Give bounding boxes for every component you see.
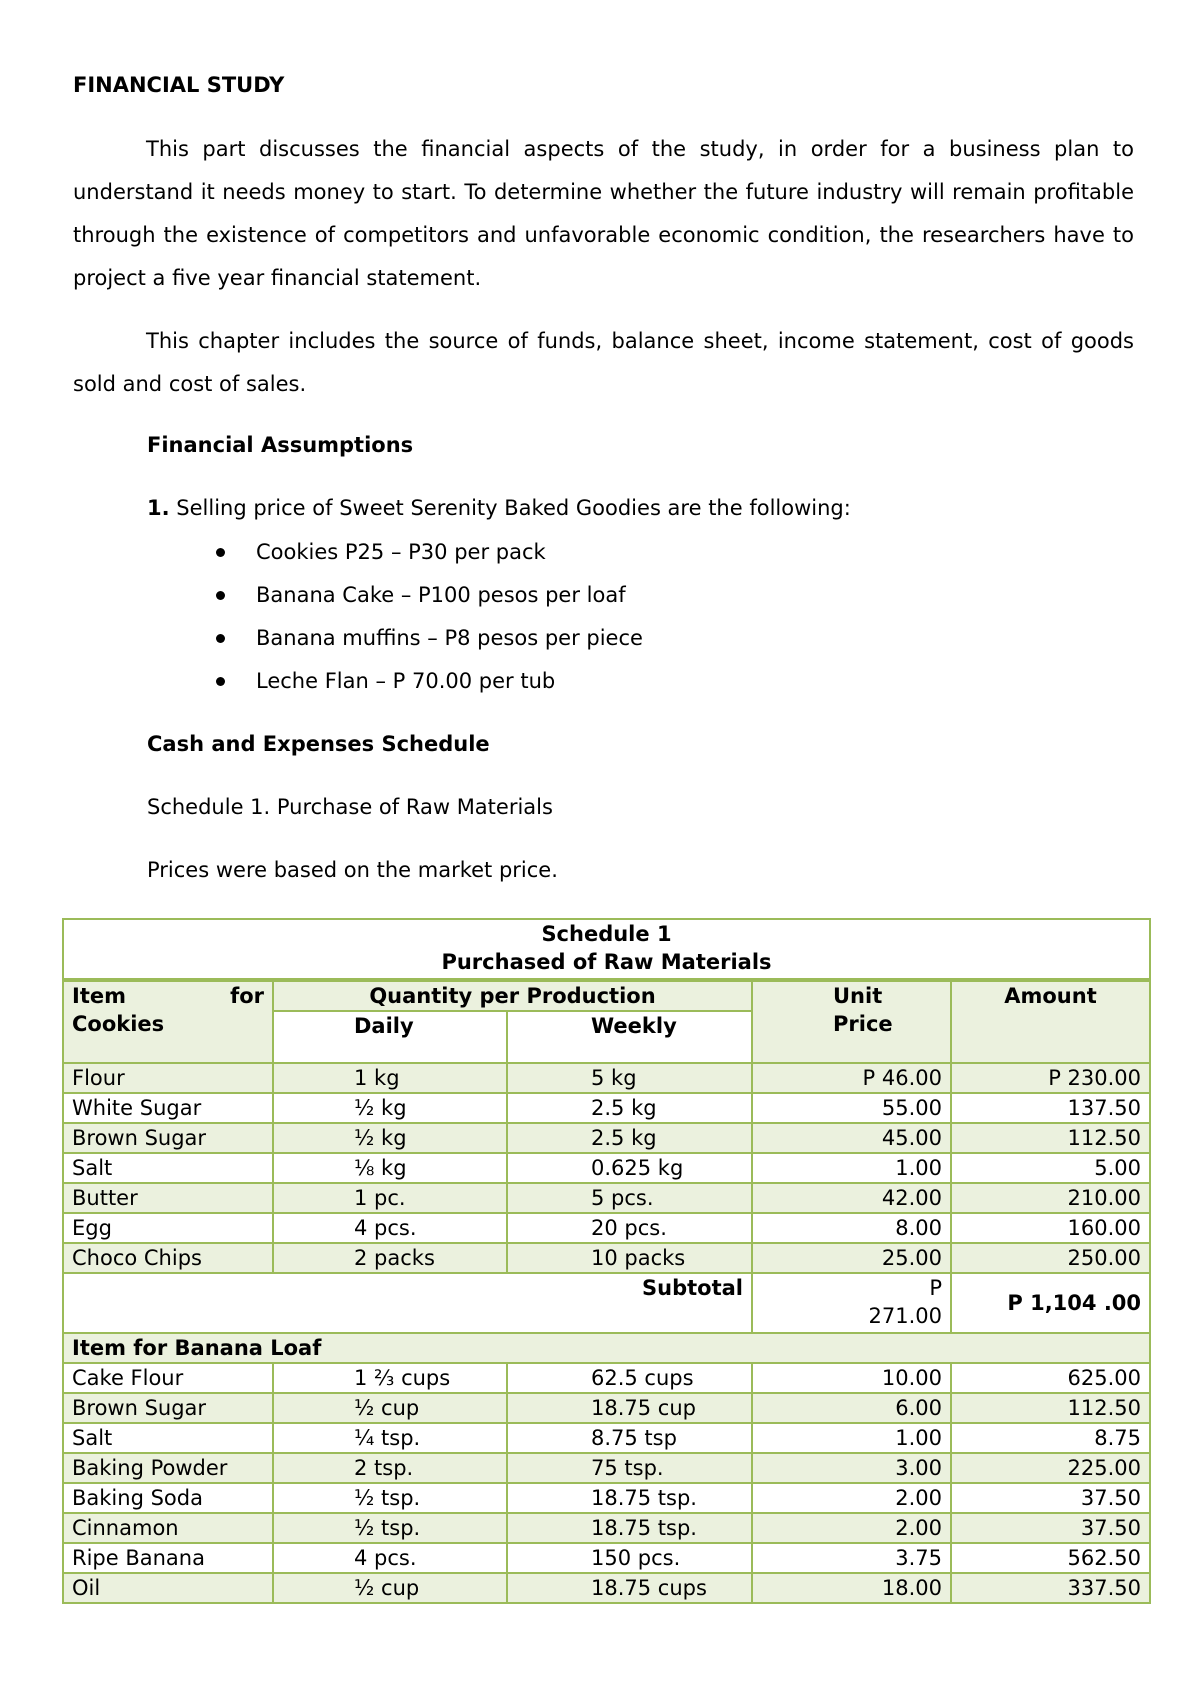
cell-amount: 250.00 <box>951 1243 1150 1273</box>
cell-daily: 4 pcs. <box>273 1543 507 1573</box>
cell-unit-price: 18.00 <box>752 1573 951 1603</box>
cell-unit-price: 25.00 <box>752 1243 951 1273</box>
cell-daily: 1 pc. <box>273 1183 507 1213</box>
cell-unit-price: P 46.00 <box>752 1063 951 1093</box>
cell-weekly: 8.75 tsp <box>507 1423 752 1453</box>
cell-amount: 112.50 <box>951 1393 1150 1423</box>
bullet-dot-icon <box>216 591 225 600</box>
cell-unit-price: 10.00 <box>752 1363 951 1393</box>
table-row <box>63 1483 1150 1513</box>
subtotal-label: Subtotal <box>63 1273 752 1333</box>
subtotal-row <box>63 1273 1150 1333</box>
bullet-dot-icon <box>216 634 225 643</box>
cell-amount: 112.50 <box>951 1123 1150 1153</box>
table-row <box>63 1213 1150 1243</box>
table-row <box>63 1423 1150 1453</box>
header-item-word2: for <box>230 984 264 1008</box>
cell-unit-price: 2.00 <box>752 1513 951 1543</box>
subtotal-amount: P 1,104 .00 <box>951 1273 1150 1333</box>
cell-daily: ½ cup <box>273 1393 507 1423</box>
cell-unit-price: 3.75 <box>752 1543 951 1573</box>
table-row <box>63 1393 1150 1423</box>
cell-item: Baking Soda <box>63 1483 273 1513</box>
subtotal-unit-value: 271.00 <box>868 1304 942 1328</box>
table-row <box>63 1063 1150 1093</box>
cell-item: Ripe Banana <box>63 1543 273 1573</box>
cell-weekly: 5 pcs. <box>507 1183 752 1213</box>
price-note: Prices were based on the market price. <box>147 858 558 882</box>
cell-amount: 37.50 <box>951 1483 1150 1513</box>
cell-weekly: 10 packs <box>507 1243 752 1273</box>
table-title <box>63 919 1150 980</box>
assumptions-heading: Financial Assumptions <box>147 433 414 457</box>
assumption-number: 1. <box>147 496 170 520</box>
cell-amount: 5.00 <box>951 1153 1150 1183</box>
cell-item: Egg <box>63 1213 273 1243</box>
cell-unit-price: 6.00 <box>752 1393 951 1423</box>
page-heading: FINANCIAL STUDY <box>73 73 285 97</box>
bullet-dot-icon <box>216 548 225 557</box>
cell-daily: 4 pcs. <box>273 1213 507 1243</box>
assumption-item-1 <box>147 496 851 520</box>
cell-amount: 562.50 <box>951 1543 1150 1573</box>
cell-amount: 625.00 <box>951 1363 1150 1393</box>
bullet-text: Banana Cake – P100 pesos per loaf <box>256 583 626 607</box>
cell-item: Brown Sugar <box>63 1123 273 1153</box>
cell-daily: 2 tsp. <box>273 1453 507 1483</box>
raw-materials-table <box>62 918 1151 1604</box>
section-row <box>63 1333 1150 1363</box>
cell-amount: 8.75 <box>951 1423 1150 1453</box>
cell-item: Choco Chips <box>63 1243 273 1273</box>
cell-weekly: 75 tsp. <box>507 1453 752 1483</box>
cell-amount: P 230.00 <box>951 1063 1150 1093</box>
cell-weekly: 18.75 tsp. <box>507 1513 752 1543</box>
table-row <box>63 1363 1150 1393</box>
bullet-item <box>200 531 643 574</box>
cell-weekly: 18.75 tsp. <box>507 1483 752 1513</box>
cash-expenses-heading: Cash and Expenses Schedule <box>147 732 490 756</box>
header-amount: Amount <box>951 980 1150 1063</box>
cell-daily: ½ tsp. <box>273 1483 507 1513</box>
cell-weekly: 2.5 kg <box>507 1093 752 1123</box>
cell-weekly: 5 kg <box>507 1063 752 1093</box>
bullet-item <box>200 660 643 703</box>
bullet-item <box>200 574 643 617</box>
header-item-word1: Item <box>72 984 126 1008</box>
cell-daily: 2 packs <box>273 1243 507 1273</box>
table-row <box>63 1543 1150 1573</box>
cell-amount: 137.50 <box>951 1093 1150 1123</box>
cell-daily: 1 kg <box>273 1063 507 1093</box>
cell-daily: ½ kg <box>273 1123 507 1153</box>
cell-weekly: 150 pcs. <box>507 1543 752 1573</box>
schedule-caption: Schedule 1. Purchase of Raw Materials <box>147 795 553 819</box>
cell-item: Baking Powder <box>63 1453 273 1483</box>
table-title-line1: Schedule 1 <box>541 922 672 946</box>
cell-weekly: 0.625 kg <box>507 1153 752 1183</box>
table-row <box>63 1183 1150 1213</box>
cell-daily: ½ kg <box>273 1093 507 1123</box>
table-row <box>63 1243 1150 1273</box>
cell-daily: ½ tsp. <box>273 1513 507 1543</box>
cell-unit-price: 8.00 <box>752 1213 951 1243</box>
header-unit-price <box>752 980 951 1063</box>
header-item-word3: Cookies <box>72 1012 165 1036</box>
cell-weekly: 18.75 cups <box>507 1573 752 1603</box>
cell-unit-price: 42.00 <box>752 1183 951 1213</box>
cell-item: Cinnamon <box>63 1513 273 1543</box>
bullet-dot-icon <box>216 677 225 686</box>
subtotal-unit-price <box>752 1273 951 1333</box>
cell-daily: 1 ⅔ cups <box>273 1363 507 1393</box>
cell-unit-price: 55.00 <box>752 1093 951 1123</box>
cell-item: Butter <box>63 1183 273 1213</box>
header-unit-word2: Price <box>833 1012 893 1036</box>
bullet-item <box>200 617 643 660</box>
cell-daily: ½ cup <box>273 1573 507 1603</box>
cell-item: Salt <box>63 1153 273 1183</box>
banana-section-heading: Item for Banana Loaf <box>63 1333 1150 1363</box>
cell-unit-price: 2.00 <box>752 1483 951 1513</box>
assumption-text: Selling price of Sweet Serenity Baked Goodies are the following: <box>169 496 851 520</box>
cell-item: Brown Sugar <box>63 1393 273 1423</box>
cell-daily: ¼ tsp. <box>273 1423 507 1453</box>
cell-item: Cake Flour <box>63 1363 273 1393</box>
cell-weekly: 62.5 cups <box>507 1363 752 1393</box>
header-unit-word1: Unit <box>833 984 883 1008</box>
price-bullet-list <box>200 531 643 703</box>
header-daily: Daily <box>273 1011 507 1063</box>
cell-amount: 210.00 <box>951 1183 1150 1213</box>
table-row <box>63 1123 1150 1153</box>
table-row <box>63 1573 1150 1603</box>
cell-item: Salt <box>63 1423 273 1453</box>
cell-weekly: 18.75 cup <box>507 1393 752 1423</box>
chapter-paragraph: This chapter includes the source of funds, balance sheet, income statement, cost of goods sold and cost of sales. <box>73 329 1134 396</box>
cell-amount: 37.50 <box>951 1513 1150 1543</box>
table-title-line2: Purchased of Raw Materials <box>441 950 772 974</box>
cell-amount: 225.00 <box>951 1453 1150 1483</box>
cell-item: Oil <box>63 1573 273 1603</box>
bullet-text: Leche Flan – P 70.00 per tub <box>256 669 556 693</box>
cell-weekly: 2.5 kg <box>507 1123 752 1153</box>
cell-unit-price: 1.00 <box>752 1423 951 1453</box>
cell-unit-price: 45.00 <box>752 1123 951 1153</box>
cell-item: Flour <box>63 1063 273 1093</box>
header-quantity: Quantity per Production <box>273 980 752 1011</box>
cell-daily: ⅛ kg <box>273 1153 507 1183</box>
bullet-text: Banana muffins – P8 pesos per piece <box>256 626 643 650</box>
header-weekly: Weekly <box>507 1011 752 1063</box>
cell-weekly: 20 pcs. <box>507 1213 752 1243</box>
table-row <box>63 1513 1150 1543</box>
cell-amount: 160.00 <box>951 1213 1150 1243</box>
header-item <box>63 980 273 1063</box>
bullet-text: Cookies P25 – P30 per pack <box>256 540 546 564</box>
subtotal-unit-currency: P <box>929 1276 942 1300</box>
intro-paragraph: This part discusses the financial aspects of the study, in order for a business plan to understand it needs money to start. To determine whether the future industry will remain profitable through the existence of competitors and unfavorable economic condition, the researchers have to project a five year financial statement. <box>73 137 1134 290</box>
table-row <box>63 1153 1150 1183</box>
cell-unit-price: 1.00 <box>752 1153 951 1183</box>
table-row <box>63 1453 1150 1483</box>
table-row <box>63 1093 1150 1123</box>
cell-amount: 337.50 <box>951 1573 1150 1603</box>
cell-item: White Sugar <box>63 1093 273 1123</box>
cell-unit-price: 3.00 <box>752 1453 951 1483</box>
